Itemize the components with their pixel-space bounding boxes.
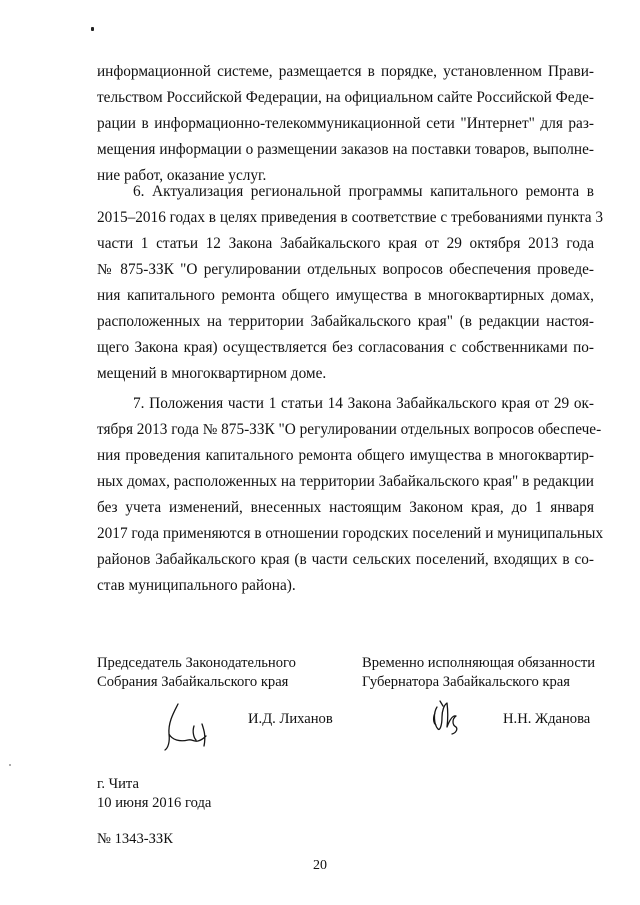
text-line: став муниципального района). bbox=[97, 577, 296, 594]
signatory-name: Н.Н. Жданова bbox=[503, 711, 591, 727]
scan-speck bbox=[9, 764, 11, 766]
text-line: ния проведения капитального ремонта общего имущества в многоквартир- bbox=[97, 447, 594, 464]
signing-date: 10 июня 2016 года bbox=[97, 795, 212, 811]
signatory-name: И.Д. Лиханов bbox=[248, 711, 333, 727]
signatory-title-line: Председатель Законодательного bbox=[97, 655, 296, 671]
text-line: части 1 статьи 12 Закона Забайкальского края от 29 октября 2013 года bbox=[97, 235, 594, 252]
text-line: рации в информационно-телекоммуникационной сети "Интернет" для раз- bbox=[97, 115, 594, 132]
city: г. Чита bbox=[97, 776, 139, 792]
text-line: ние работ, оказание услуг. bbox=[97, 167, 267, 184]
text-line: № 875-ЗЗК "О регулировании отдельных вопросов обеспечения проведе- bbox=[97, 261, 594, 278]
law-number: № 1343-ЗЗК bbox=[97, 831, 173, 847]
signatory-title-line: Временно исполняющая обязанности bbox=[362, 655, 596, 671]
text-line: тября 2013 года № 875-ЗЗК "О регулировании отдельных вопросов обеспече- bbox=[97, 421, 602, 438]
handwritten-signature-left bbox=[158, 700, 216, 752]
text-line: 2017 года применяются в отношении городских поселений и муниципальных bbox=[97, 525, 604, 542]
text-line: 2015–2016 годах в целях приведения в соответствие с требованиями пункта 3 bbox=[97, 209, 604, 226]
signatory-title-line: Собрания Забайкальского края bbox=[97, 674, 289, 690]
text-line: 6. Актуализация региональной программы капитального ремонта в bbox=[133, 183, 594, 200]
text-line: ных домах, расположенных на территории Забайкальского края" в редакции bbox=[97, 473, 594, 490]
signatory-title-line: Губернатора Забайкальского края bbox=[362, 674, 570, 690]
text-line: без учета изменений, внесенных настоящим Законом края, до 1 января bbox=[97, 499, 594, 516]
scan-speck bbox=[91, 27, 94, 31]
text-line: щего Закона края) осуществляется без согласования с собственниками по- bbox=[97, 339, 594, 356]
text-line: мещений в многоквартирном доме. bbox=[97, 365, 327, 382]
text-line: 7. Положения части 1 статьи 14 Закона Забайкальского края от 29 ок- bbox=[133, 395, 594, 412]
text-line: тельством Российской Федерации, на официальном сайте Российской Феде- bbox=[97, 89, 594, 106]
text-line: расположенных на территории Забайкальского края" (в редакции настоя- bbox=[97, 313, 594, 330]
text-line: мещения информации о размещении заказов на поставки товаров, выполне- bbox=[97, 141, 594, 158]
handwritten-signature-right bbox=[428, 697, 464, 737]
page-number: 20 bbox=[313, 858, 327, 873]
text-line: ния капитального ремонта общего имущества в многоквартирных домах, bbox=[97, 287, 594, 304]
text-line: районов Забайкальского края (в части сельских поселений, входящих в со- bbox=[97, 551, 594, 568]
text-line: информационной системе, размещается в порядке, установленном Прави- bbox=[97, 63, 594, 80]
